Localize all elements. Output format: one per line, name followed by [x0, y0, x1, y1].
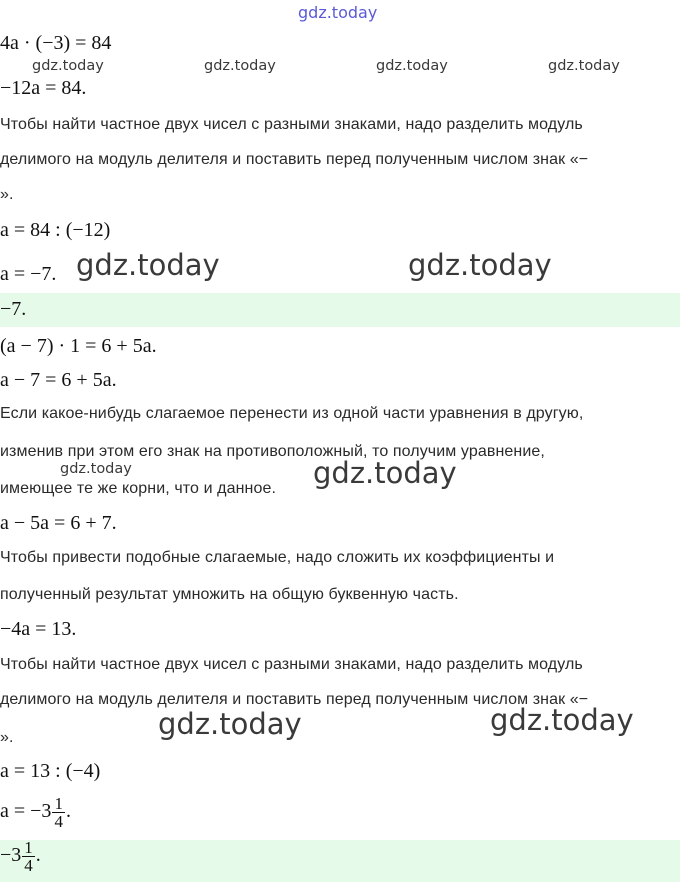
fraction-one-quarter — [52, 795, 65, 830]
rule-text-2b: изменив при этом его знак на противоположный, то получим уравнение, — [0, 443, 545, 460]
fraction-denominator: 4 — [54, 812, 63, 831]
equation-line-4: a = −7. — [0, 263, 57, 285]
answer-value-1: −7. — [0, 298, 27, 320]
rule-text-3a: Чтобы привести подобные слагаемые, надо сложить их коэффициенты и — [0, 549, 555, 566]
rule-text-3b: полученный результат умножить на общую буквенную часть. — [0, 586, 459, 603]
equation-line-7: a − 5a = 6 + 7. — [0, 512, 117, 534]
watermark-large-3: gdz.today — [313, 456, 457, 490]
equation-line-5: (a − 7) · 1 = 6 + 5a. — [0, 335, 157, 357]
rule-text-1a: Чтобы найти частное двух чисел с разными знаками, надо разделить модуль — [0, 116, 583, 133]
watermark-large-2: gdz.today — [408, 248, 552, 282]
answer-value-2-prefix: −3 — [0, 844, 22, 867]
answer-box-2 — [0, 840, 680, 882]
answer-fraction — [22, 839, 35, 874]
equation-line-10-suffix: . — [65, 800, 71, 823]
equation-line-3: a = 84 : (−12) — [0, 219, 111, 241]
watermark-top: gdz.today — [298, 3, 378, 22]
watermark-small-1: gdz.today — [32, 58, 104, 74]
equation-line-9: a = 13 : (−4) — [0, 760, 101, 782]
watermark-small-5: gdz.today — [60, 461, 132, 477]
rule-text-4c: ». — [0, 729, 14, 746]
equation-line-6: a − 7 = 6 + 5a. — [0, 369, 117, 391]
rule-text-2a: Если какое-нибудь слагаемое перенести из одной части уравнения в другую, — [0, 405, 584, 422]
equation-line-10 — [0, 795, 71, 830]
rule-text-1b: делимого на модуль делителя и поставить перед полученным числом знак «− — [0, 151, 589, 168]
rule-text-4b: делимого на модуль делителя и поставить перед полученным числом знак «− — [0, 691, 589, 708]
equation-line-1: 4a · (−3) = 84 — [0, 32, 112, 54]
answer-value-2-suffix: . — [35, 844, 41, 867]
watermark-small-4: gdz.today — [548, 58, 620, 74]
rule-text-1c: ». — [0, 186, 14, 203]
equation-line-10-prefix: a = −3 — [0, 800, 52, 823]
watermark-large-5: gdz.today — [490, 703, 634, 737]
equation-line-8: −4a = 13. — [0, 618, 77, 640]
answer-box-1 — [0, 293, 680, 327]
watermark-small-2: gdz.today — [204, 58, 276, 74]
fraction-numerator: 1 — [54, 794, 63, 813]
answer-fraction-denominator: 4 — [24, 856, 33, 875]
watermark-small-3: gdz.today — [376, 58, 448, 74]
watermark-large-4: gdz.today — [158, 707, 302, 741]
equation-line-2: −12a = 84. — [0, 77, 87, 99]
rule-text-2c: имеющее те же корни, что и данное. — [0, 480, 277, 497]
answer-value-2 — [0, 839, 41, 874]
rule-text-4a: Чтобы найти частное двух чисел с разными знаками, надо разделить модуль — [0, 656, 583, 673]
answer-fraction-numerator: 1 — [24, 838, 33, 857]
watermark-large-1: gdz.today — [76, 248, 220, 282]
